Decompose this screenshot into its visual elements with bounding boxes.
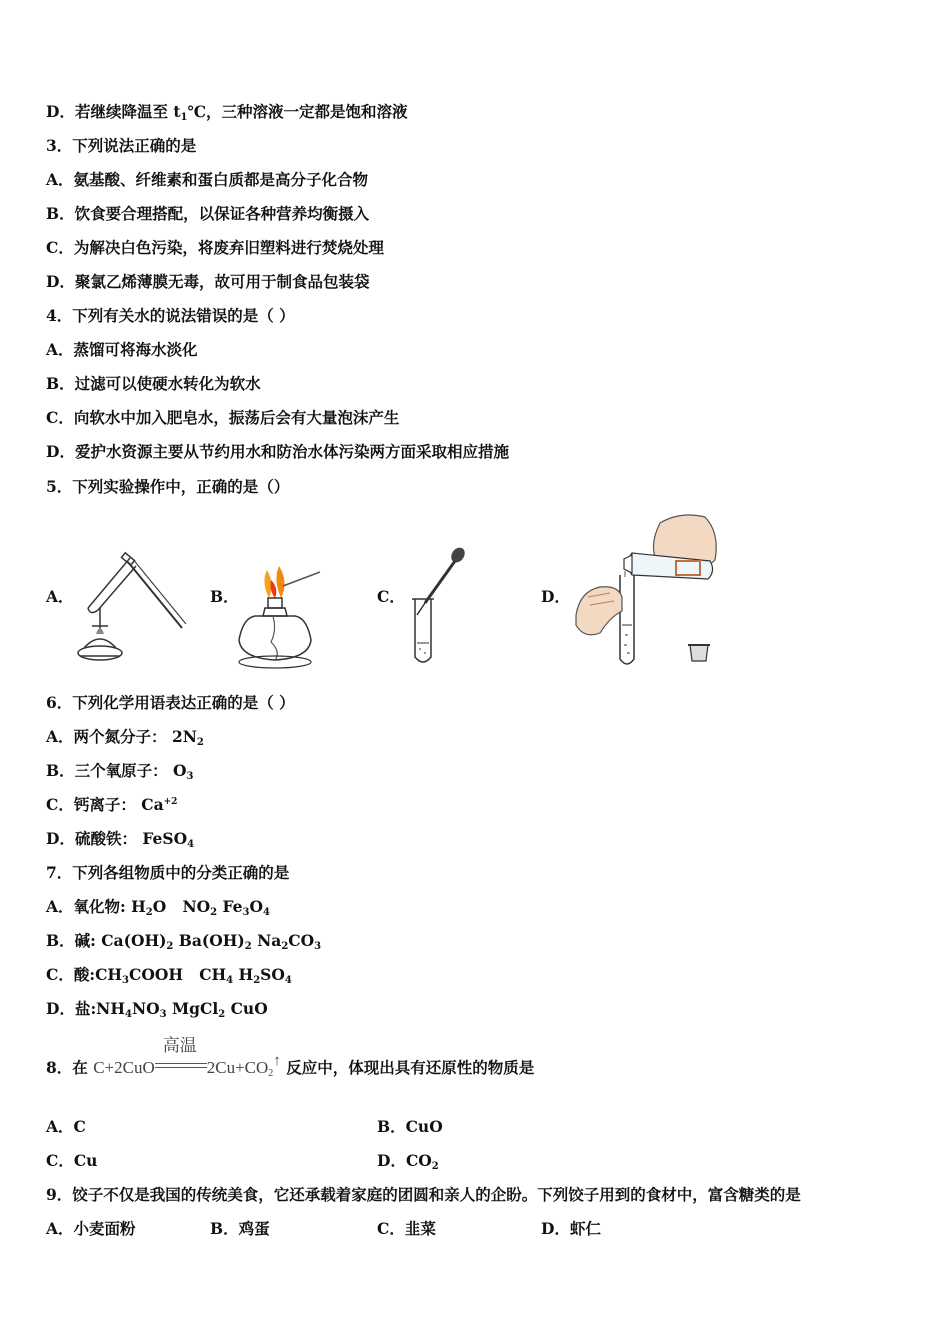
q8-equation-condition: 高温 xyxy=(155,1058,207,1078)
q5-label-b: B． xyxy=(210,587,239,606)
q9-option-a: A．小麦面粉 xyxy=(46,1219,136,1238)
q5-image-d xyxy=(570,505,730,670)
q6-option-c: C．钙离子： $Ca^{+2}$ xyxy=(46,795,178,814)
q8-equation-left: C+2CuO xyxy=(93,1058,155,1077)
q7-option-b: B．碱: $Ca(OH)_2$ $Ba(OH)_2$ $Na_2CO_3$ xyxy=(46,931,322,952)
q4-option-a: A．蒸馏可将海水淡化 xyxy=(46,340,198,359)
q8-stem: 8．在 C+2CuO 高温 $2Cu+CO_2↑$ 反应中，体现出具有还原性的物质是 xyxy=(46,1036,535,1079)
q8-option-c: C．Cu xyxy=(46,1151,98,1170)
q5-label-a: A． xyxy=(46,587,74,606)
q3-stem: 3．下列说法正确的是 xyxy=(46,136,197,155)
q4-stem: 4．下列有关水的说法错误的是（ ） xyxy=(46,306,295,325)
q3-option-b: B．饮食要合理搭配，以保证各种营养均衡摄入 xyxy=(46,204,370,223)
q2-option-d: D．若继续降温至 $t_1℃$，三种溶液一定都是饱和溶液 xyxy=(46,102,408,123)
q9-stem: 9．饺子不仅是我国的传统美食，它还承载着家庭的团圆和亲人的企盼。下列饺子用到的食材中，富含糖类的是 xyxy=(46,1185,801,1204)
q7-option-d: D．盐$:NH_4NO_3$ MgCl$_2$ CuO xyxy=(46,999,268,1020)
q6-option-a: A．两个氮分子： $2N_2$ xyxy=(46,727,204,748)
q8-equation-right: $2Cu+CO_2↑$ xyxy=(206,1053,281,1079)
q4-option-b: B．过滤可以使硬水转化为软水 xyxy=(46,374,261,393)
q7-option-a: A．氧化物: $H_2O$ $NO_2$ $Fe_3O_4$ xyxy=(46,897,270,918)
q7-option-c: C．酸$:CH_3COOH$ $CH_4$ $H_2SO_4$ xyxy=(46,965,292,986)
q5-label-d: D． xyxy=(541,587,570,606)
q6-option-b: B．三个氧原子： $O_3$ xyxy=(46,761,194,782)
q3-option-c: C．为解决白色污染，将废弃旧塑料进行焚烧处理 xyxy=(46,238,384,257)
q5-label-c: C． xyxy=(377,587,405,606)
q3-option-d: D．聚氯乙烯薄膜无毒，故可用于制食品包装袋 xyxy=(46,272,370,291)
q8-option-d: D．$CO_2$ xyxy=(377,1151,439,1172)
q7-stem: 7．下列各组物质中的分类正确的是 xyxy=(46,863,290,882)
q6-option-d: D．硫酸铁： FeSO$_4$ xyxy=(46,829,195,850)
q8-option-a: A．C xyxy=(46,1117,86,1136)
q5-image-b xyxy=(235,560,325,670)
q6-stem: 6．下列化学用语表达正确的是（ ） xyxy=(46,693,295,712)
q9-option-b: B．鸡蛋 xyxy=(210,1219,270,1238)
q9-option-c: C．韭菜 xyxy=(377,1219,436,1238)
q5-image-a xyxy=(70,548,190,668)
q4-option-c: C．向软水中加入肥皂水，振荡后会有大量泡沫产生 xyxy=(46,408,400,427)
q4-option-d: D．爱护水资源主要从节约用水和防治水体污染两方面采取相应措施 xyxy=(46,442,509,461)
q5-image-c xyxy=(405,545,475,670)
q9-option-d: D．虾仁 xyxy=(541,1219,601,1238)
q5-stem: 5．下列实验操作中，正确的是（） xyxy=(46,477,290,496)
q8-option-b: B．CuO xyxy=(377,1117,443,1136)
q3-option-a: A．氨基酸、纤维素和蛋白质都是高分子化合物 xyxy=(46,170,369,189)
